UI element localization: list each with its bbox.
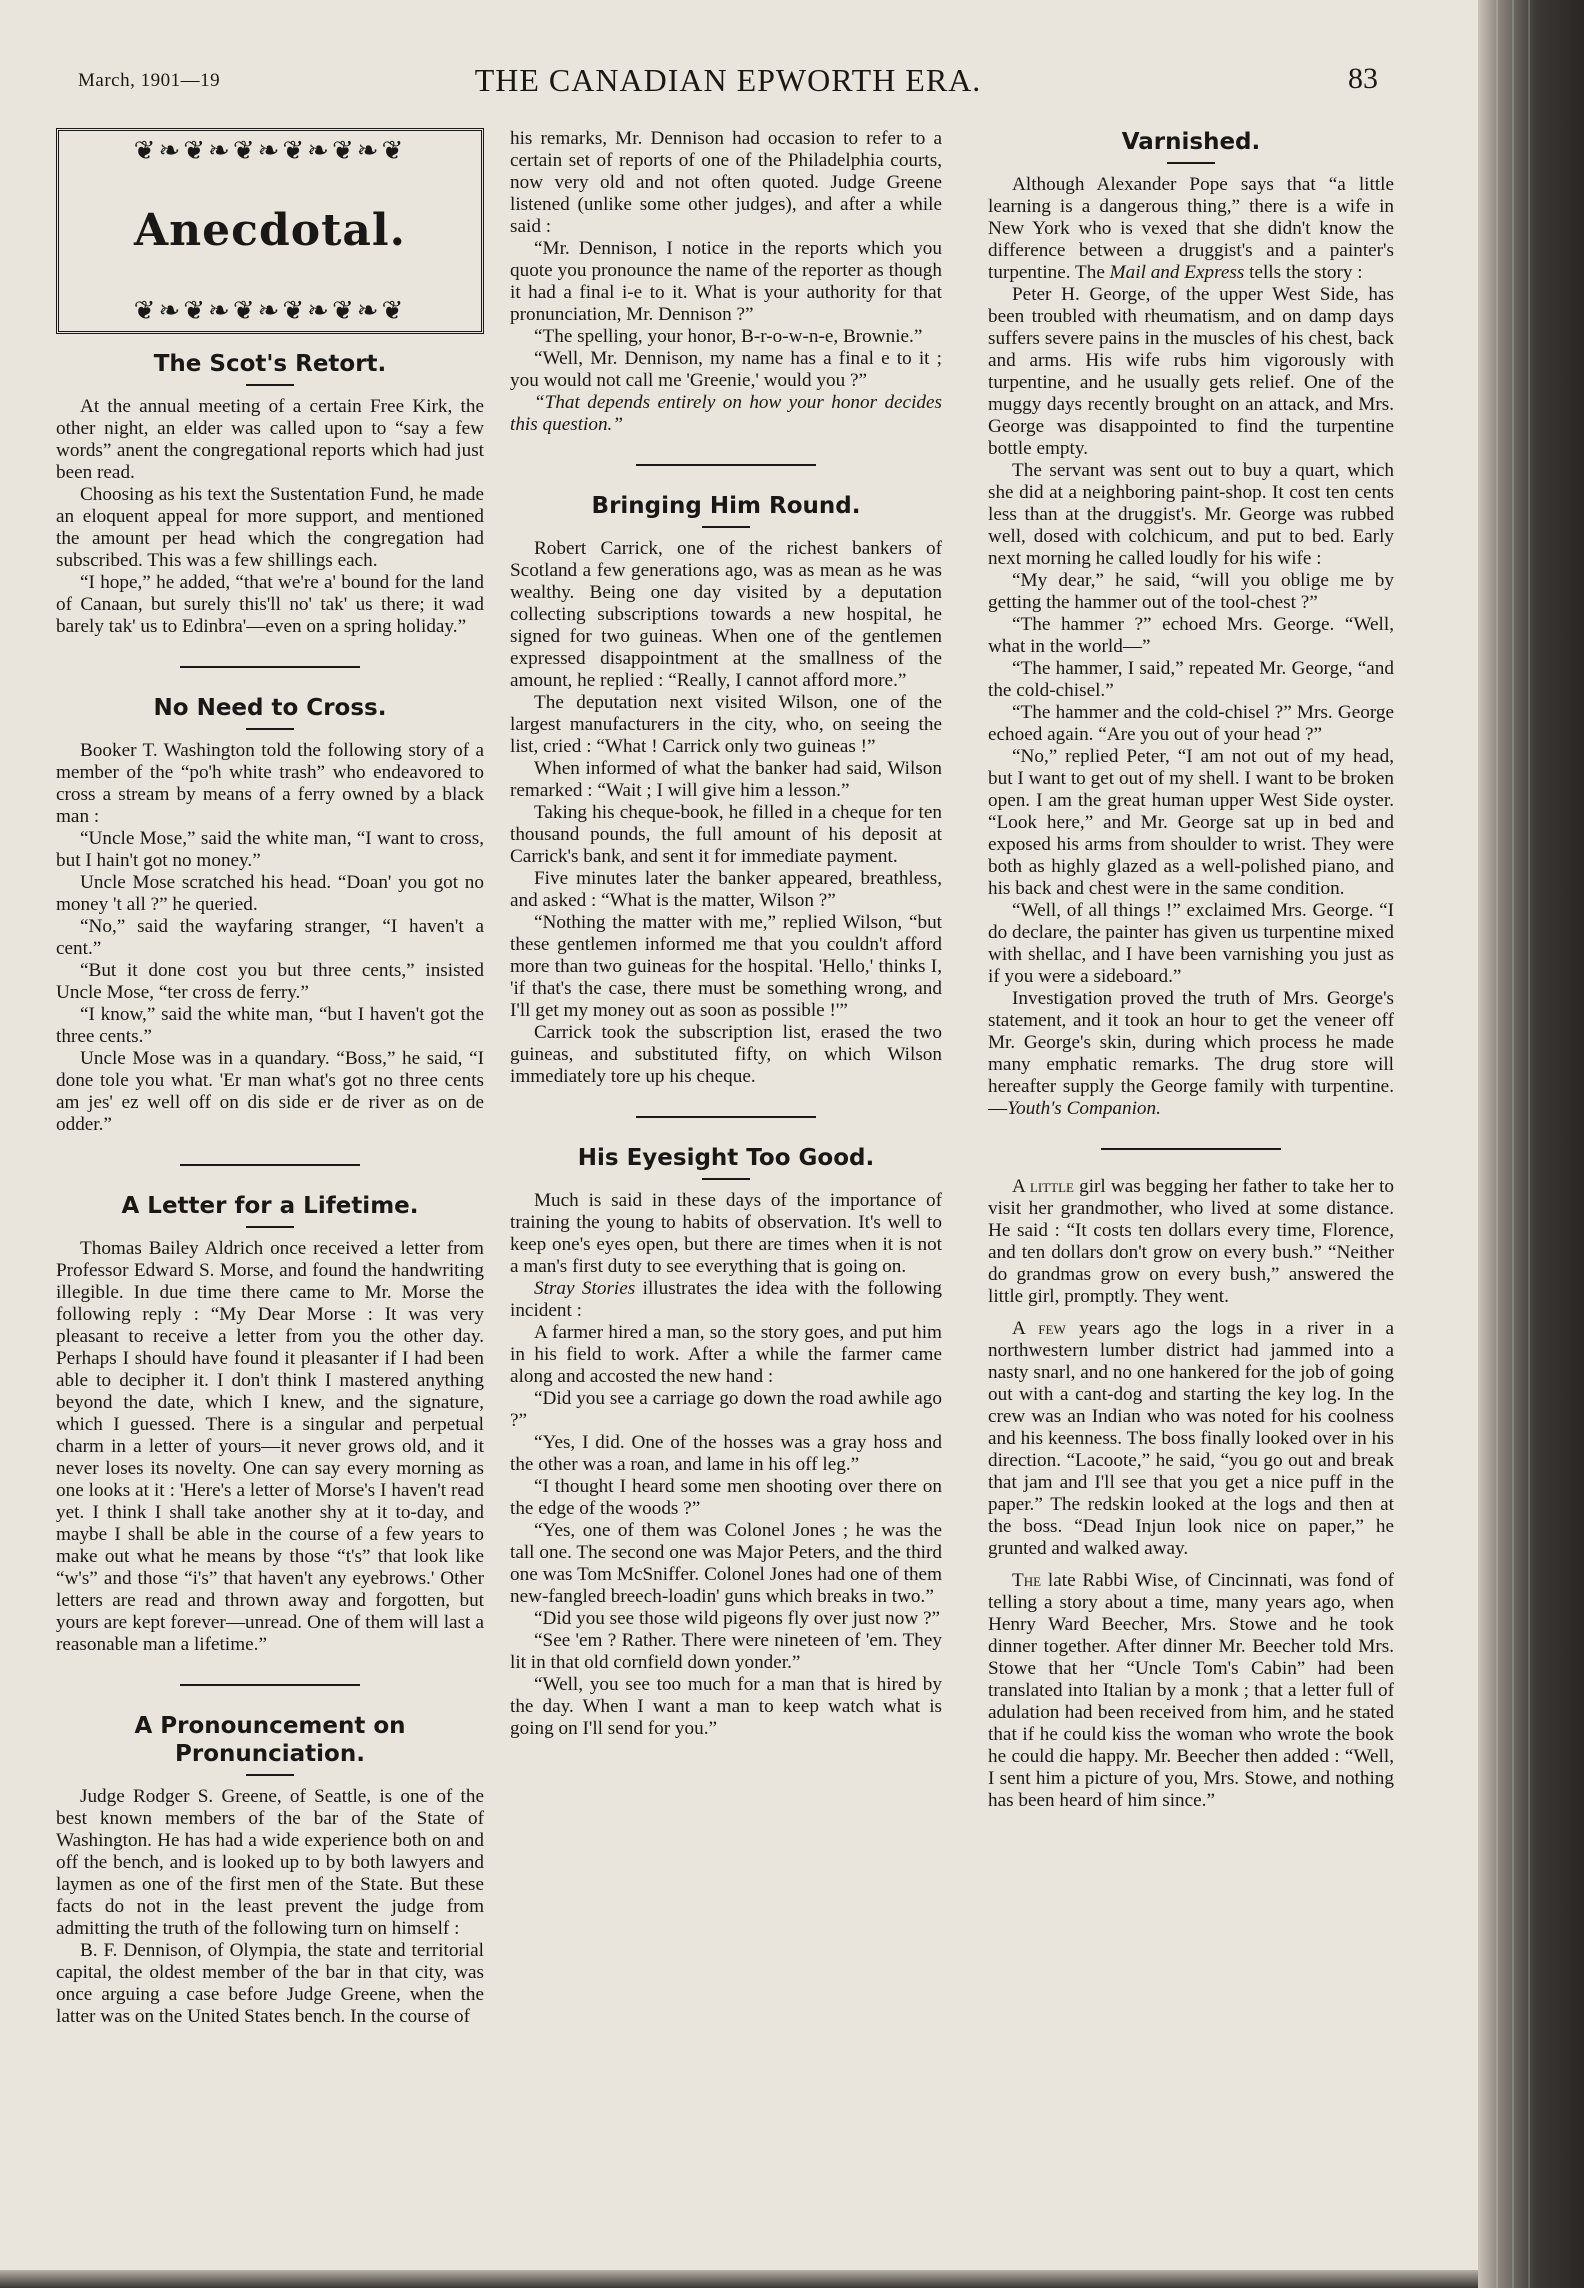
paragraph: Choosing as his text the Sustentation Fund, he made an eloquent appeal for more support, and mentioned the amount per head which the congregation had subscribed. This was a few shillings each. bbox=[56, 484, 484, 571]
paragraph bbox=[988, 988, 1394, 1120]
article-title: Varnished. bbox=[1121, 129, 1261, 155]
paragraph: Thomas Bailey Aldrich once received a letter from Professor Edward S. Morse, and found the handwriting illegible. In due time there came to Mr. Morse the following reply : “My Dear Morse : It was very pleasant to receive a letter from you the other day. Perhaps I should have found it pleasanter if I had been able to decipher it. I don't think I mastered anything beyond the date, which I knew, and the signature, which I guessed. There is a singular and perpetual charm in a letter of yours—it never grows old, and it never loses its novelty. One can say every morning as one looks at it : 'Here's a letter of Morse's I haven't read yet. I think I shall take another shy at it to-day, and maybe I shall be able in the course of a few years to make out what he means by those “t's” that look like “w's” and those “i's” that haven't any eyebrows.' Other letters are read and thrown away and forgotten, but yours are kept forever—unread. One of them will last a reasonable man a lifetime.” bbox=[56, 1238, 484, 1655]
page-number: 83 bbox=[1348, 62, 1378, 95]
paragraph: “Mr. Dennison, I notice in the reports which you quote you pronounce the name of the reporter as though it had a final i-e to it. What is your authority for that pronunciation, Mr. Dennison ?” bbox=[510, 238, 942, 325]
paragraph: “Yes, I did. One of the hosses was a gray hoss and the other was a roan, and lame in his off leg.” bbox=[510, 1432, 942, 1475]
article-title: The Scot's Retort. bbox=[153, 351, 387, 377]
column-left bbox=[56, 128, 484, 2028]
paragraph-text: Investigation proved the truth of Mrs. George's statement, and it took an hour to get the veneer off Mr. George's skin, during which process he made many emphatic remarks. The drug store will hereafter supply the George family with turpentine.— bbox=[988, 988, 1394, 1119]
section-divider bbox=[636, 464, 816, 466]
ornament-border-top: ❦❧❦❧❦❧❦❧❦❧❦ bbox=[133, 137, 407, 165]
paragraph: B. F. Dennison, of Olympia, the state and territorial capital, the oldest member of the bar in that city, was once arguing a case before Judge Greene, when the latter was on the United States bench. In the course of bbox=[56, 1940, 484, 2027]
paragraph: Carrick took the subscription list, erased the two guineas, and substituted fifty, on which Wilson immediately tore up his cheque. bbox=[510, 1022, 942, 1087]
section-divider bbox=[180, 1164, 360, 1166]
paragraph: “Well, of all things !” exclaimed Mrs. George. “I do declare, the painter has given us turpentine mixed with shellac, and I have been varnishing you just as if you were a sideboard.” bbox=[988, 900, 1394, 987]
paragraph: Uncle Mose scratched his head. “Doan' you got no money 't all ?” he queried. bbox=[56, 872, 484, 915]
section-divider bbox=[180, 1684, 360, 1686]
publication-name: Mail and Express bbox=[1109, 262, 1245, 283]
lead-in: A little bbox=[1012, 1176, 1074, 1197]
section-divider bbox=[180, 666, 360, 668]
lead-in: A few bbox=[1012, 1318, 1066, 1339]
issue-date: March, 1901—19 bbox=[78, 70, 221, 91]
anecdotal-banner bbox=[56, 128, 484, 334]
ornament-border-bottom: ❦❧❦❧❦❧❦❧❦❧❦ bbox=[133, 297, 407, 325]
paragraph: “Did you see those wild pigeons fly over just now ?” bbox=[534, 1608, 941, 1629]
title-rule bbox=[1167, 162, 1215, 164]
title-rule bbox=[702, 526, 750, 528]
title-rule bbox=[702, 1178, 750, 1180]
paragraph: “The hammer ?” echoed Mrs. George. “Well, what in the world—” bbox=[988, 614, 1394, 657]
paragraph: Peter H. George, of the upper West Side, has been troubled with rheumatism, and on damp days suffers severe pains in the muscles of his chest, back and arms. His wife rubs him vigorously with turpentine, and he usually gets relief. One of the muggy days recently brought on an attack, and Mrs. George was disappointed to find the turpentine bottle empty. bbox=[988, 284, 1394, 459]
paragraph: “Nothing the matter with me,” replied Wilson, “but these gentlemen informed me that you couldn't afford more than two guineas for the hospital. 'Hello,' thinks I, 'if that's the case, there must be something wrong, and I'll get my money out as soon as possible !'” bbox=[510, 912, 942, 1021]
paragraph: “No,” replied Peter, “I am not out of my head, but I want to get out of my shell. I want to be broken open. I am the great human upper West Side oyster. “Look here,” and Mr. George sat up in bed and exposed his arms from shoulder to wrist. They were both as highly glazed as a well-polished piano, and his back and chest were in the same condition. bbox=[988, 746, 1394, 899]
paragraph: “Well, Mr. Dennison, my name has a final e to it ; you would not call me 'Greenie,' would you ?” bbox=[510, 348, 942, 391]
source-credit: Youth's Companion. bbox=[1007, 1098, 1161, 1119]
title-rule bbox=[246, 728, 294, 730]
paragraph: At the annual meeting of a certain Free Kirk, the other night, an elder was called upon to “say a few words” anent the congregational reports which had just been read. bbox=[56, 396, 484, 483]
title-rule bbox=[246, 1226, 294, 1228]
publication-title: THE CANADIAN EPWORTH ERA. bbox=[474, 62, 982, 98]
paragraph: “I hope,” he added, “that we're a' bound for the land of Canaan, but surely this'll no' tak' us there; it wad barely tak' us to Edinbra'—even on a spring holiday.” bbox=[56, 572, 484, 637]
paragraph: “The hammer and the cold-chisel ?” Mrs. George echoed again. “Are you out of your head ?” bbox=[988, 702, 1394, 745]
paragraph: Robert Carrick, one of the richest bankers of Scotland a few generations ago, was as mean as he was wealthy. Being one day visited by a deputation collecting subscriptions towards a new hospital, he signed for two guineas. When one of the gentlemen expressed disappointment at the smallness of the amount, he replied : “Really, I cannot afford more.” bbox=[510, 538, 942, 691]
paragraph: The servant was sent out to buy a quart, which she did at a neighboring paint-shop. It cost ten cents less than at the druggist's. Mr. George was rubbed well, dosed with colchicum, and put to bed. Early next morning he called loudly for his wife : bbox=[988, 460, 1394, 569]
paragraph bbox=[988, 1176, 1394, 1308]
paragraph: “The spelling, your honor, B-r-o-w-n-e, Brownie.” bbox=[534, 326, 923, 347]
article-title: His Eyesight Too Good. bbox=[577, 1145, 875, 1171]
paragraph bbox=[988, 1570, 1394, 1812]
paragraph: Taking his cheque-book, he filled in a cheque for ten thousand pounds, the full amount of his deposit at Carrick's bank, and sent it for immediate payment. bbox=[510, 802, 942, 867]
article-title: No Need to Cross. bbox=[153, 695, 387, 721]
paragraph: “Did you see a carriage go down the road awhile ago ?” bbox=[510, 1388, 942, 1431]
article-title: Bringing Him Round. bbox=[591, 493, 861, 519]
paragraph-text: tells the story : bbox=[1244, 262, 1363, 283]
paragraph: “I thought I heard some men shooting over there on the edge of the woods ?” bbox=[510, 1476, 942, 1519]
column-middle bbox=[510, 128, 942, 1740]
paragraph: “Uncle Mose,” said the white man, “I want to cross, but I hain't got no money.” bbox=[56, 828, 484, 871]
paragraph: “My dear,” he said, “will you oblige me by getting the hammer out of the tool-chest ?” bbox=[988, 570, 1394, 613]
paragraph: When informed of what the banker had said, Wilson remarked : “Wait ; I will give him a lesson.” bbox=[510, 758, 942, 801]
paragraph-text: illustrates the idea with the following incident : bbox=[510, 1278, 942, 1321]
paragraph: Uncle Mose was in a quandary. “Boss,” he said, “I done tole you what. 'Er man what's got no three cents am jes' ez well off on dis side er de river as on de odder.” bbox=[56, 1048, 484, 1135]
paragraph: The deputation next visited Wilson, one of the largest manufacturers in the city, who, on seeing the list, cried : “What ! Carrick only two guineas !” bbox=[510, 692, 942, 757]
paragraph-text: late Rabbi Wise, of Cincinnati, was fond of telling a story about a time, many years ago, when Henry Ward Beecher, Mrs. Stowe and he took dinner together. After dinner Mr. Beecher told Mrs. Stowe that her “Uncle Tom's Cabin” had been translated into Italian by a monk ; that a letter full of adulation had been received from him, and he stated that if he could kiss the woman who wrote the book he could die happy. Mr. Beecher then added : “Well, I sent him a picture of you, Mrs. Stowe, and nothing has been heard of him since.” bbox=[988, 1570, 1394, 1811]
paragraph: Booker T. Washington told the following story of a member of the “po'h white trash” who endeavored to cross a stream by means of a ferry owned by a black man : bbox=[56, 740, 484, 827]
page-bottom-edge bbox=[0, 2270, 1478, 2288]
paragraph: “But it done cost you but three cents,” insisted Uncle Mose, “ter cross de ferry.” bbox=[56, 960, 484, 1003]
paragraph: Five minutes later the banker appeared, breathless, and asked : “What is the matter, Wilson ?” bbox=[510, 868, 942, 911]
paragraph: “Yes, one of them was Colonel Jones ; he was the tall one. The second one was Major Peters, and the third one was Tom McSniffer. Colonel Jones had one of them new-fangled breech-loadin' guns which breaks in two.” bbox=[510, 1520, 942, 1607]
paragraph: “That depends entirely on how your honor decides this question.” bbox=[510, 392, 942, 435]
running-header bbox=[78, 62, 1378, 106]
section-divider bbox=[1101, 1148, 1281, 1150]
paragraph bbox=[988, 1318, 1394, 1560]
lead-in: The bbox=[1012, 1570, 1042, 1591]
paragraph: “See 'em ? Rather. There were nineteen of 'em. They lit in that old cornfield down yonder.” bbox=[510, 1630, 942, 1673]
paragraph-text: years ago the logs in a river in a northwestern lumber district had jammed into a nasty snarl, and no one hankered for the job of going out with a cant-dog and starting the key log. In the crew was an Indian who was noted for his coolness and his keenness. The boss finally looked over in his direction. “Lacoote,” he said, “you go out and break that jam and I'll see that you get a nice puff in the paper.” The redskin looked at the logs and then at the boss. “Dead Injun look nice on paper,” he grunted and walked away. bbox=[988, 1318, 1394, 1559]
column-right bbox=[988, 128, 1394, 1812]
article-title: A Letter for a Lifetime. bbox=[121, 1193, 419, 1219]
paragraph-text: Although Alexander Pope says that “a little learning is a dangerous thing,” there is a wife in New York who is vexed that she didn't know the difference between a druggist's and a painter's turpentine. The bbox=[988, 174, 1394, 283]
paragraph: his remarks, Mr. Dennison had occasion to refer to a certain set of reports of one of the Philadelphia courts, now very old and not often quoted. Judge Greene listened (unlike some other judges), and after a while said : bbox=[510, 128, 942, 237]
paragraph: A farmer hired a man, so the story goes, and put him in his field to work. After a while the farmer came along and accosted the new hand : bbox=[510, 1322, 942, 1387]
article-title: A Pronouncement on Pronunciation. bbox=[134, 1713, 406, 1767]
paragraph: “No,” said the wayfaring stranger, “I haven't a cent.” bbox=[56, 916, 484, 959]
section-divider bbox=[636, 1116, 816, 1118]
paragraph: Much is said in these days of the importance of training the young to habits of observation. It's well to keep one's eyes open, but there are times when it is not a man's first duty to see everything that is going on. bbox=[510, 1190, 942, 1277]
book-spine bbox=[1478, 0, 1584, 2288]
paragraph: “I know,” said the white man, “but I haven't got the three cents.” bbox=[56, 1004, 484, 1047]
paragraph bbox=[988, 174, 1394, 284]
paragraph-text: girl was begging her father to take her to visit her grandmother, who lived at some distance. He said : “It costs ten dollars every time, Florence, and ten dollars don't grow on every bush.” “Neither do grandmas grow on every bush,” answered the little girl, promptly. They went. bbox=[988, 1176, 1394, 1307]
paragraph: “Well, you see too much for a man that is hired by the day. When I want a man to keep watch what is going on I'll send for you.” bbox=[510, 1674, 942, 1739]
paragraph: Judge Rodger S. Greene, of Seattle, is one of the best known members of the bar of the State of Washington. He has had a wide experience both on and off the bench, and is looked up to by both lawyers and laymen as one of the first men of the State. But these facts do not in the least prevent the judge from admitting the truth of the following turn on himself : bbox=[56, 1786, 484, 1939]
title-rule bbox=[246, 1774, 294, 1776]
paragraph: “The hammer, I said,” repeated Mr. George, “and the cold-chisel.” bbox=[988, 658, 1394, 701]
section-title: Anecdotal. bbox=[134, 205, 406, 256]
publication-name: Stray Stories bbox=[534, 1278, 636, 1299]
title-rule bbox=[246, 384, 294, 386]
paragraph bbox=[510, 1278, 942, 1322]
